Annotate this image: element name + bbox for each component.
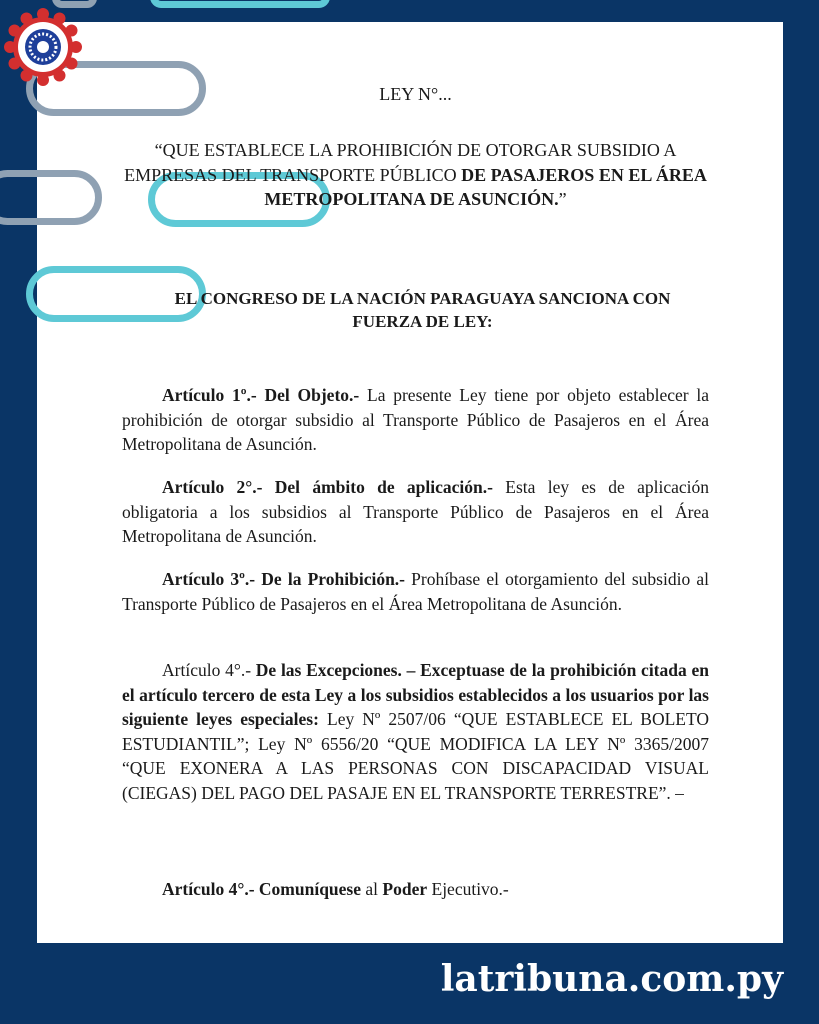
article-3-label: Artículo 3º.- De la Prohibición.- [162, 569, 406, 589]
article-4-text: Ley Nº 2507/06 “QUE ESTABLECE EL BOLETO ESTUDIANTIL”; Ley Nº 6556/20 “QUE MODIFICA LA LEY Nº 3365/2007 “QUE EXONERA A LAS PERSONAS CON DISCAPACIDAD VISUAL (CIEGAS) DEL PAGO DEL PASAJE EN EL TRANSPORTE TERRESTRE”. – [122, 709, 709, 803]
article-1 [122, 383, 709, 457]
subtitle-bold: DE PASAJEROS EN EL ÁREA METROPOLITANA DE ASUNCIÓN. [264, 164, 707, 209]
decorative-ring-2 [0, 170, 102, 225]
congress-declaration: EL CONGRESO DE LA NACIÓN PARAGUAYA SANCIONA CON FUERZA DE LEY: [174, 289, 671, 331]
article-5-bold: Poder [382, 879, 428, 899]
article-5-label: Artículo 4°.- Comuníquese [162, 879, 362, 899]
article-2-label: Artículo 2°.- Del ámbito de aplicación.- [162, 477, 493, 497]
article-5-mid: al [361, 879, 383, 899]
article-2 [122, 475, 709, 549]
article-5 [122, 877, 709, 902]
article-1-text: La presente Ley tiene por objeto establecer la prohibición de otorgar subsidio al Transporte Público de Pasajeros en el Área Metropolitana de Asunción. [122, 385, 709, 454]
law-subtitle [122, 138, 709, 212]
article-3-text: Prohíbase el otorgamiento del subsidio al Transporte Público de Pasajeros en el Área Metropolitana de Asunción. [122, 569, 709, 614]
article-4 [122, 658, 709, 805]
decorative-ring-top-right [150, 0, 330, 8]
article-2-text: Esta ley es de aplicación obligatoria a los subsidios al Transporte Público de Pasajeros en el Área Metropolitana de Asunción. [122, 477, 710, 546]
subtitle-plain: “QUE ESTABLECE LA PROHIBICIÓN DE OTORGAR SUBSIDIO A EMPRESAS DEL TRANSPORTE PÚBLICO [124, 140, 677, 185]
site-watermark: latribuna.com.py [440, 958, 783, 1000]
article-3 [122, 567, 709, 616]
article-1-label: Artículo 1º.- Del Objeto.- [162, 385, 360, 405]
article-4-label-plain: Artículo 4°.- [162, 660, 256, 680]
flag-cockade-icon [4, 8, 82, 86]
article-4-label-bold: De las Excepciones. – Exceptuase de la prohibición citada en el artículo tercero de esta Ley a los subsidios establecidos a los usuarios por las siguiente leyes especiales: [122, 660, 709, 729]
article-5-text: Ejecutivo.- [427, 879, 509, 899]
law-title: LEY N°... [379, 84, 452, 104]
decorative-ring-top-left [52, 0, 97, 8]
subtitle-close: ” [558, 189, 567, 209]
